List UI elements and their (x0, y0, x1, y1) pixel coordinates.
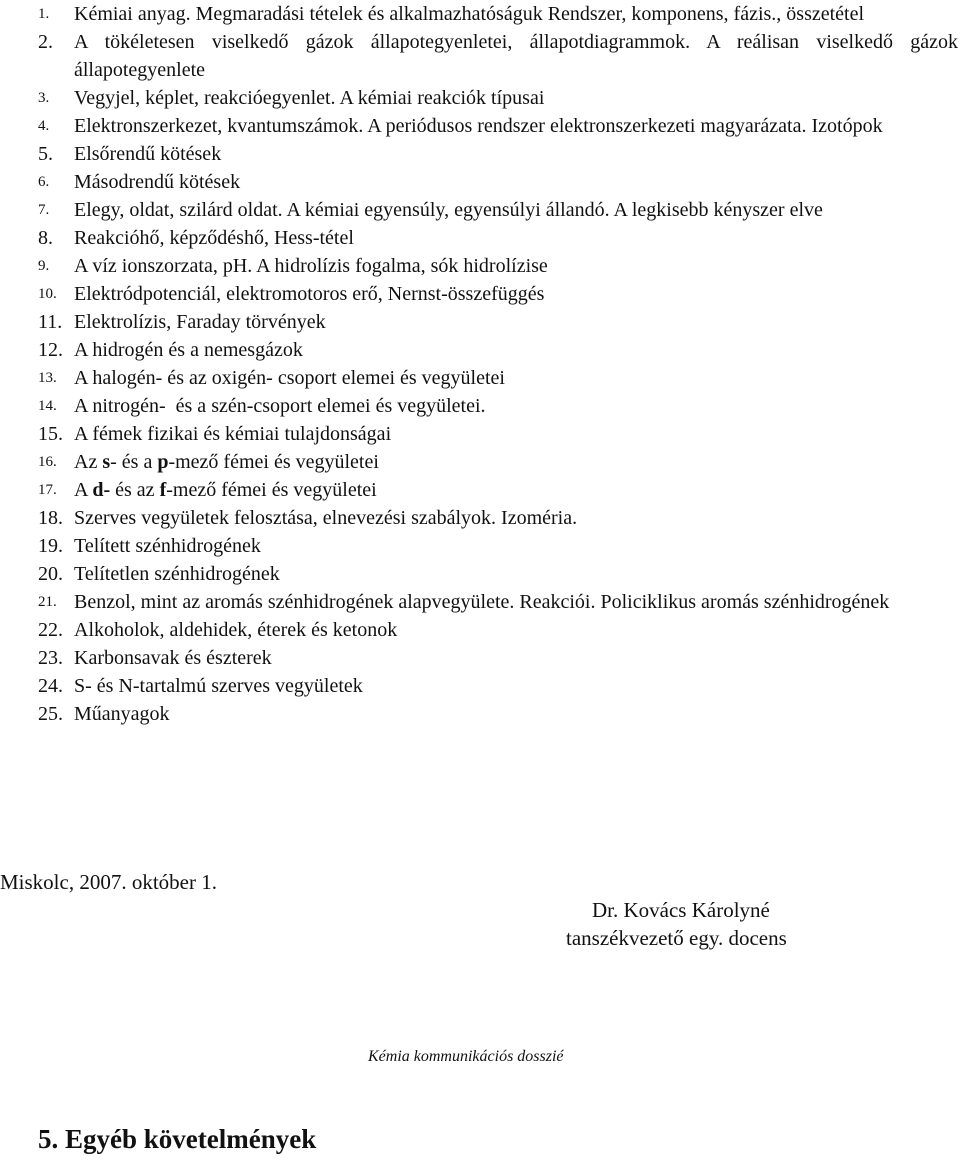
topic-text-bold: d- (92, 479, 111, 501)
topic-text: A fémek fizikai és kémiai tulajdonságai (74, 423, 392, 445)
topic-text: Vegyjel, képlet, reakcióegyenlet. A kémiai reakciók típusai (74, 87, 545, 109)
topic-text: A tökéletesen viselkedő gázok állapotegyenletei, állapotdiagrammok. A reálisan viselkedő gázok állapotegyenlete (74, 31, 958, 81)
topic-item (38, 476, 958, 504)
topic-number: 19. (38, 535, 63, 557)
topic-text: S- és N-tartalmú szerves vegyületek (74, 675, 363, 697)
topic-number: 7. (38, 202, 50, 218)
topic-item (38, 616, 958, 644)
topic-item (38, 504, 958, 532)
footer-note: Kémia kommunikációs dosszié (368, 1048, 564, 1065)
topic-text-part: -mező fémei és vegyületei (168, 451, 379, 473)
topic-item (38, 224, 958, 252)
topic-item (38, 308, 958, 336)
topic-item (38, 420, 958, 448)
topic-number: 3. (38, 90, 50, 106)
topic-item (38, 672, 958, 700)
topic-text: Alkoholok, aldehidek, éterek és ketonok (74, 619, 398, 641)
topic-text: A nitrogén- és a szén-csoport elemei és vegyületei. (74, 395, 486, 417)
topic-item (38, 364, 958, 392)
topic-item (38, 532, 958, 560)
topic-number: 14. (38, 398, 57, 414)
topic-number: 18. (38, 507, 63, 529)
topic-text: Kémiai anyag. Megmaradási tételek és alkalmazhatóságuk Rendszer, komponens, fázis., összetétel (74, 3, 865, 25)
topic-text: Másodrendű kötések (74, 171, 241, 193)
signer-title: tanszékvezető egy. docens (566, 926, 787, 950)
topic-item (38, 252, 958, 280)
topic-item (38, 280, 958, 308)
topic-text: A hidrogén és a nemesgázok (74, 339, 303, 361)
topic-number: 13. (38, 370, 57, 386)
topic-text: Elektrolízis, Faraday törvények (74, 311, 326, 333)
topic-number: 22. (38, 619, 63, 641)
topic-text-bold: f (159, 479, 167, 501)
topic-item (38, 644, 958, 672)
topic-number: 4. (38, 118, 50, 134)
topic-number: 5. (38, 143, 53, 165)
topic-text: Elsőrendű kötések (74, 143, 222, 165)
topic-text: Elegy, oldat, szilárd oldat. A kémiai egyensúly, egyensúlyi állandó. A legkisebb kényszer elve (74, 199, 823, 221)
topic-text: Elektródpotenciál, elektromotoros erő, Nernst-összefüggés (74, 283, 545, 305)
topic-item (38, 28, 958, 84)
topic-item (38, 560, 958, 588)
topic-text: Szerves vegyületek felosztása, elnevezési szabályok. Izoméria. (74, 507, 578, 529)
topic-text-part: A (74, 479, 93, 501)
topic-item (38, 84, 958, 112)
topic-number: 21. (38, 594, 57, 610)
topic-number: 24. (38, 675, 63, 697)
topic-number: 15. (38, 423, 63, 445)
topic-number: 12. (38, 339, 63, 361)
topic-text: Műanyagok (74, 703, 170, 725)
topic-list (38, 0, 958, 728)
topic-text-part: és az (110, 479, 160, 501)
topic-item (38, 140, 958, 168)
topic-text-part: - és a (110, 451, 158, 473)
topic-text-bold: s (102, 451, 111, 473)
topic-text: Benzol, mint az aromás szénhidrogének alapvegyülete. Reakciói. Policiklikus aromás szénhidrogének (74, 591, 890, 613)
topic-number: 23. (38, 647, 63, 669)
topic-text: Telített szénhidrogének (74, 535, 261, 557)
topic-item (38, 168, 958, 196)
topic-text-part: -mező fémei és vegyületei (166, 479, 377, 501)
section-heading: 5. Egyéb követelmények (38, 1124, 317, 1154)
topic-number: 17. (38, 482, 57, 498)
topic-text: Telítetlen szénhidrogének (74, 563, 280, 585)
topic-item (38, 196, 958, 224)
topic-number: 9. (38, 258, 50, 274)
topic-text: Elektronszerkezet, kvantumszámok. A periódusos rendszer elektronszerkezeti magyarázata. Izotópok (74, 115, 883, 137)
topic-number: 11. (38, 311, 63, 333)
topic-item (38, 336, 958, 364)
topic-number: 25. (38, 703, 63, 725)
topic-text: A víz ionszorzata, pH. A hidrolízis fogalma, sók hidrolízise (74, 255, 548, 277)
topic-text (74, 448, 958, 476)
topic-number: 2. (38, 31, 53, 53)
topic-text-part: Az (74, 451, 103, 473)
topic-item (38, 448, 958, 476)
topic-item (38, 392, 958, 420)
topic-item (38, 700, 958, 728)
topic-number: 16. (38, 454, 57, 470)
topic-text (74, 476, 958, 504)
topic-text: A halogén- és az oxigén- csoport elemei és vegyületei (74, 367, 505, 389)
topic-item (38, 588, 958, 616)
topic-text-bold: p (157, 451, 169, 473)
topic-item (38, 0, 958, 28)
topic-number: 10. (38, 286, 57, 302)
topic-text: Karbonsavak és észterek (74, 647, 272, 669)
topic-number: 20. (38, 563, 63, 585)
topic-number: 1. (38, 6, 50, 22)
topic-text: Reakcióhő, képződéshő, Hess-tétel (74, 227, 354, 249)
signer-name: Dr. Kovács Károlyné (592, 898, 770, 922)
topic-number: 8. (38, 227, 53, 249)
place-date: Miskolc, 2007. október 1. (0, 870, 217, 894)
topic-number: 6. (38, 174, 50, 190)
topic-item (38, 112, 958, 140)
